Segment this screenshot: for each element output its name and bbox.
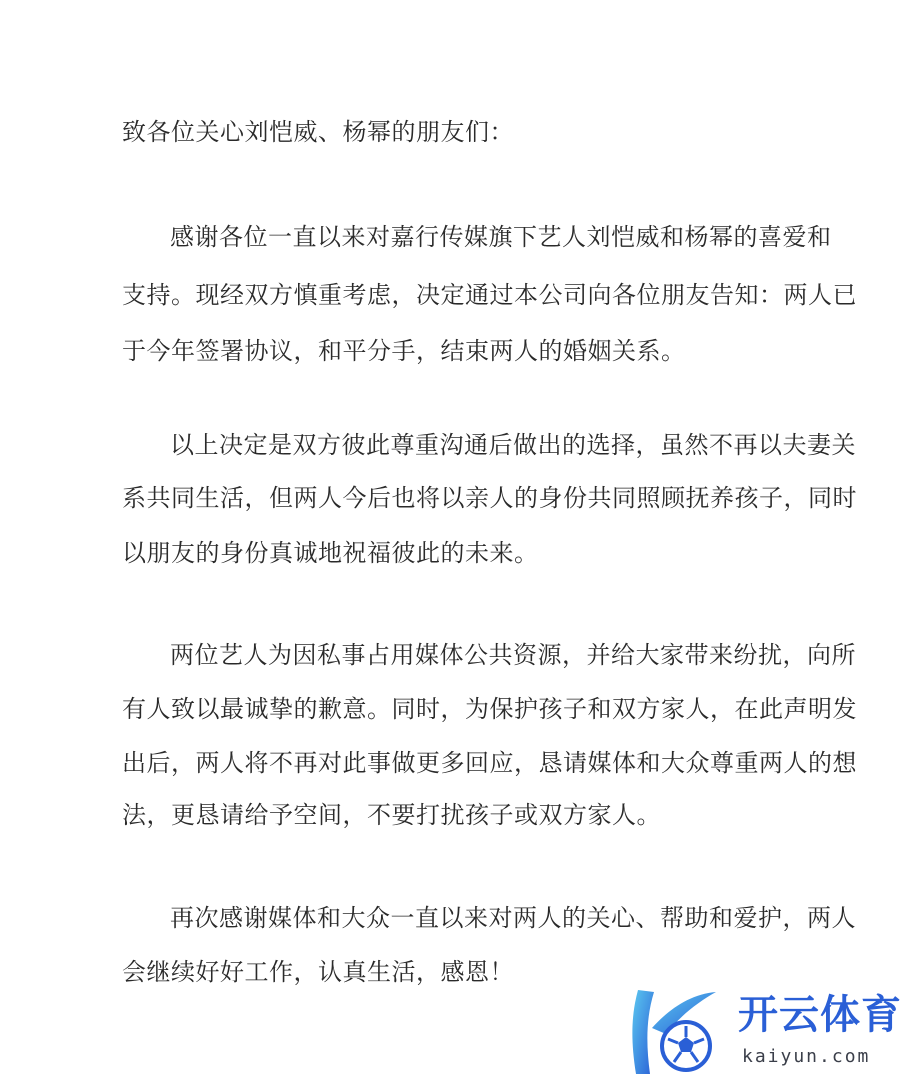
paragraph-2-line-1: 以上决定是双方彼此尊重沟通后做出的选择，虽然不再以夫妻关 xyxy=(170,431,856,459)
paragraph-1-line-1: 感谢各位一直以来对嘉行传媒旗下艺人刘恺威和杨幂的喜爱和 xyxy=(170,223,832,251)
paragraph-4-line-2: 会继续好好工作，认真生活，感恩！ xyxy=(122,958,514,986)
paragraph-3-line-3: 出后，两人将不再对此事做更多回应，恳请媒体和大众尊重两人的想 xyxy=(122,749,857,777)
paragraph-2-line-2: 系共同生活，但两人今后也将以亲人的身份共同照顾抚养孩子，同时 xyxy=(122,484,857,512)
watermark-brand-en: kaiyun.com xyxy=(742,1046,871,1067)
salutation: 致各位关心刘恺威、杨幂的朋友们： xyxy=(122,118,514,146)
k-soccer-ball-logo-icon xyxy=(624,982,732,1082)
paragraph-3-line-2: 有人致以最诚挚的歉意。同时，为保护孩子和双方家人，在此声明发 xyxy=(122,695,857,723)
paragraph-2-line-3: 以朋友的身份真诚地祝福彼此的未来。 xyxy=(122,539,539,567)
watermark xyxy=(618,982,900,1082)
paragraph-3-line-4: 法，更恳请给予空间，不要打扰孩子或双方家人。 xyxy=(122,801,661,829)
paragraph-1-line-2: 支持。现经双方慎重考虑，决定通过本公司向各位朋友告知：两人已 xyxy=(122,281,857,309)
paragraph-3-line-1: 两位艺人为因私事占用媒体公共资源，并给大家带来纷扰，向所 xyxy=(170,641,856,669)
watermark-brand-cn: 开云体育 xyxy=(738,992,902,1038)
paragraph-4-line-1: 再次感谢媒体和大众一直以来对两人的关心、帮助和爱护，两人 xyxy=(170,904,856,932)
paragraph-1-line-3: 于今年签署协议，和平分手，结束两人的婚姻关系。 xyxy=(122,337,686,365)
